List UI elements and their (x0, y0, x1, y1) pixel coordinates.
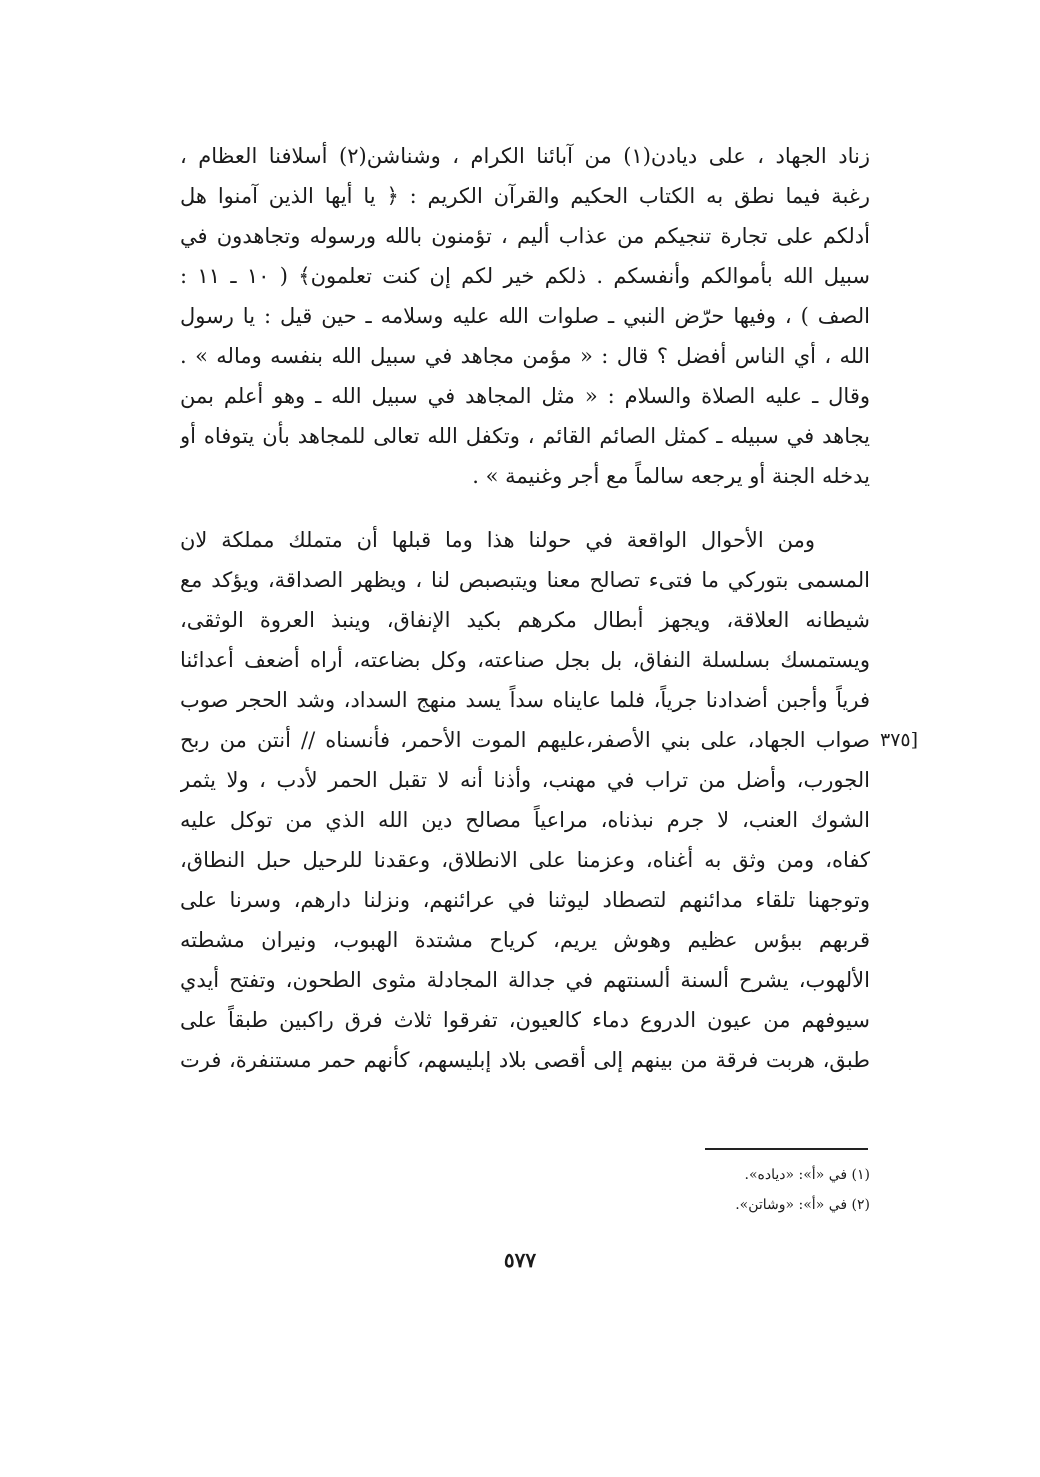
page-number: ٥٧٧ (503, 1248, 537, 1272)
text-line: الجورب، وأضل من تراب في مهنب، وأذنا أنه لا تقبل الحمر لأدب ، ولا يثمر (180, 768, 870, 792)
text-line: الشوك العنب، لا جرم نبذناه، مراعياً مصالح دين الله الذي من توكل عليه (180, 808, 870, 832)
text-line: طبق، هربت فرقة من بينهم إلى أقصى بلاد إبليسهم، كأنهم حمر مستنفرة، فرت (180, 1048, 870, 1072)
text-line: الصف ) ، وفيها حرّض النبي ـ صلوات الله عليه وسلامه ـ حين قيل : يا رسول (180, 304, 870, 328)
text-line: الألهوب، يشرح ألسنة ألسنتهم في جدالة المجادلة مثوى الطحون، وتفتح أيدي (180, 968, 870, 992)
paragraph-2 (180, 520, 870, 1080)
text-line: المسمى بتوركي ما فتىء تصالح معنا ويتبصبص لنا ، ويظهر الصداقة، ويؤكد مع (180, 568, 870, 592)
text-line: رغبة فيما نطق به الكتاب الحكيم والقرآن الكريم : ﴿ يا أيها الذين آمنوا هل (180, 184, 870, 208)
text-line: سيوفهم من عيون الدروع دماء كالعيون، تفرقوا ثلاث فرق راكبين طبقاً على (180, 1008, 870, 1032)
text-line: الله ، أي الناس أفضل ؟ قال : « مؤمن مجاهد في سبيل الله بنفسه وماله » . (180, 344, 870, 368)
text-line: ومن الأحوال الواقعة في حولنا هذا وما قبلها أن متملك مملكة لان (180, 528, 815, 552)
footnote: (١) في «أ»: «دياده». (744, 1167, 870, 1183)
text-line: فرياً وأجبن أضدادنا جرياً، فلما عايناه سداً يسد منهج السداد، وشد الحجر صوب (180, 688, 870, 712)
text-line: قربهم ببؤس عظيم وهوش يريم، كرياح مشتدة الهبوب، ونيران مشطته (180, 928, 870, 952)
text-line: زناد الجهاد ، على ديادن(١) من آبائنا الكرام ، وشناشن(٢) أسلافنا العظام ، (180, 144, 870, 168)
text-line: كفاه، ومن وثق به أغناه، وعزمنا على الانطلاق، وعقدنا للرحيل حبل النطاق، (180, 848, 870, 872)
text-line: صواب الجهاد، على بني الأصفر،عليهم الموت الأحمر، فأنسناه // أنتن من ربح (180, 728, 870, 752)
text-line: وقال ـ عليه الصلاة والسلام : « مثل المجاهد في سبيل الله ـ وهو أعلم بمن (180, 384, 870, 408)
manuscript-folio-marker: [٣٧٥ (880, 729, 919, 751)
text-line: يجاهد في سبيله ـ كمثل الصائم القائم ، وتكفل الله تعالى للمجاهد بأن يتوفاه أو (180, 424, 870, 448)
text-line: وتوجهنا تلقاء مدائنهم لتصطاد ليوثنا في عرائنهم، ونزلنا دارهم، وسرنا على (180, 888, 870, 912)
text-line: أدلكم على تجارة تنجيكم من عذاب أليم ، تؤمنون بالله ورسوله وتجاهدون في (180, 224, 870, 248)
footnote-separator (705, 1148, 868, 1150)
paragraph-1 (180, 136, 870, 496)
text-line: يدخله الجنة أو يرجعه سالماً مع أجر وغنيمة » . (472, 464, 870, 488)
text-line: سبيل الله بأموالكم وأنفسكم . ذلكم خير لكم إن كنت تعلمون﴾ ( ١٠ ـ ١١ : (180, 264, 870, 288)
text-line: شيطانه العلاقة، ويجهز أبطال مكرهم بكيد الإنفاق، وينبذ العروة الوثقى، (180, 608, 870, 632)
footnote: (٢) في «أ»: «وشاتن». (735, 1197, 870, 1213)
footnotes (560, 1160, 870, 1220)
text-line: ويستمسك بسلسلة النفاق، بل بجل صناعته، وكل بضاعته، أراه أضعف أعدائنا (180, 648, 870, 672)
